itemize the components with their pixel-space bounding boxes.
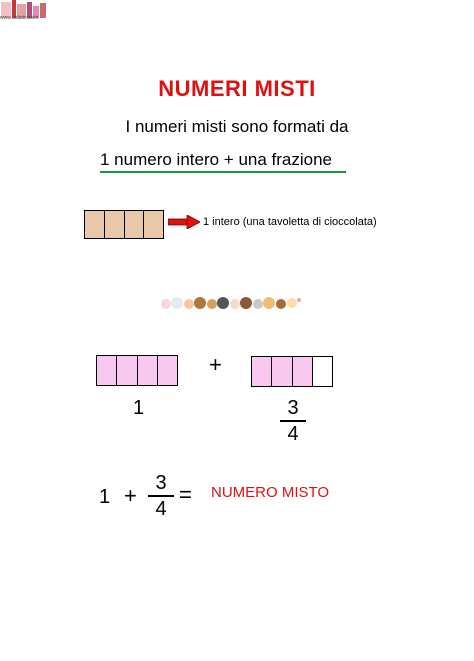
chocolate-cell xyxy=(125,211,145,238)
whole-bar-cell xyxy=(117,356,137,385)
fraction-line xyxy=(280,420,306,422)
equation-fraction-line xyxy=(148,495,174,497)
chocolate-cell xyxy=(144,211,163,238)
fraction-label xyxy=(280,397,306,445)
animals-decoration-icon xyxy=(160,292,302,314)
fraction-denominator: 4 xyxy=(287,422,299,445)
equation-denominator: 4 xyxy=(155,497,167,520)
definition-underline xyxy=(100,171,346,173)
chocolate-cell xyxy=(105,211,125,238)
page-title: NUMERI MISTI xyxy=(158,76,316,101)
whole-bar xyxy=(96,355,178,386)
chocolate-bar xyxy=(84,210,164,239)
fraction-bar-cell xyxy=(252,357,272,386)
equation-whole: 1 xyxy=(99,486,111,508)
chocolate-cell xyxy=(85,211,105,238)
equation-numerator: 3 xyxy=(155,472,167,494)
logo-text: www.didatticasite xyxy=(0,15,39,21)
equation-plus: + xyxy=(124,483,137,508)
chocolate-label: 1 intero (una tavoletta di cioccolata) xyxy=(203,216,377,228)
fraction-numerator: 3 xyxy=(287,397,299,419)
whole-bar-cell xyxy=(158,356,177,385)
whole-bar-cell xyxy=(138,356,158,385)
definition-text: 1 numero intero + una frazione xyxy=(100,150,333,169)
intro-text: I numeri misti sono formati da xyxy=(125,117,349,136)
fraction-bar-cell xyxy=(272,357,292,386)
fraction-bar-cell xyxy=(313,357,332,386)
whole-number-label: 1 xyxy=(133,397,145,419)
fraction-bar xyxy=(251,356,333,387)
equation-fraction xyxy=(148,472,174,520)
fraction-bar-cell xyxy=(293,357,313,386)
plus-sign: + xyxy=(209,352,222,377)
equation-equals: = xyxy=(179,482,192,507)
equation-result: NUMERO MISTO xyxy=(211,484,330,501)
arrow-right-icon xyxy=(168,215,200,229)
whole-bar-cell xyxy=(97,356,117,385)
